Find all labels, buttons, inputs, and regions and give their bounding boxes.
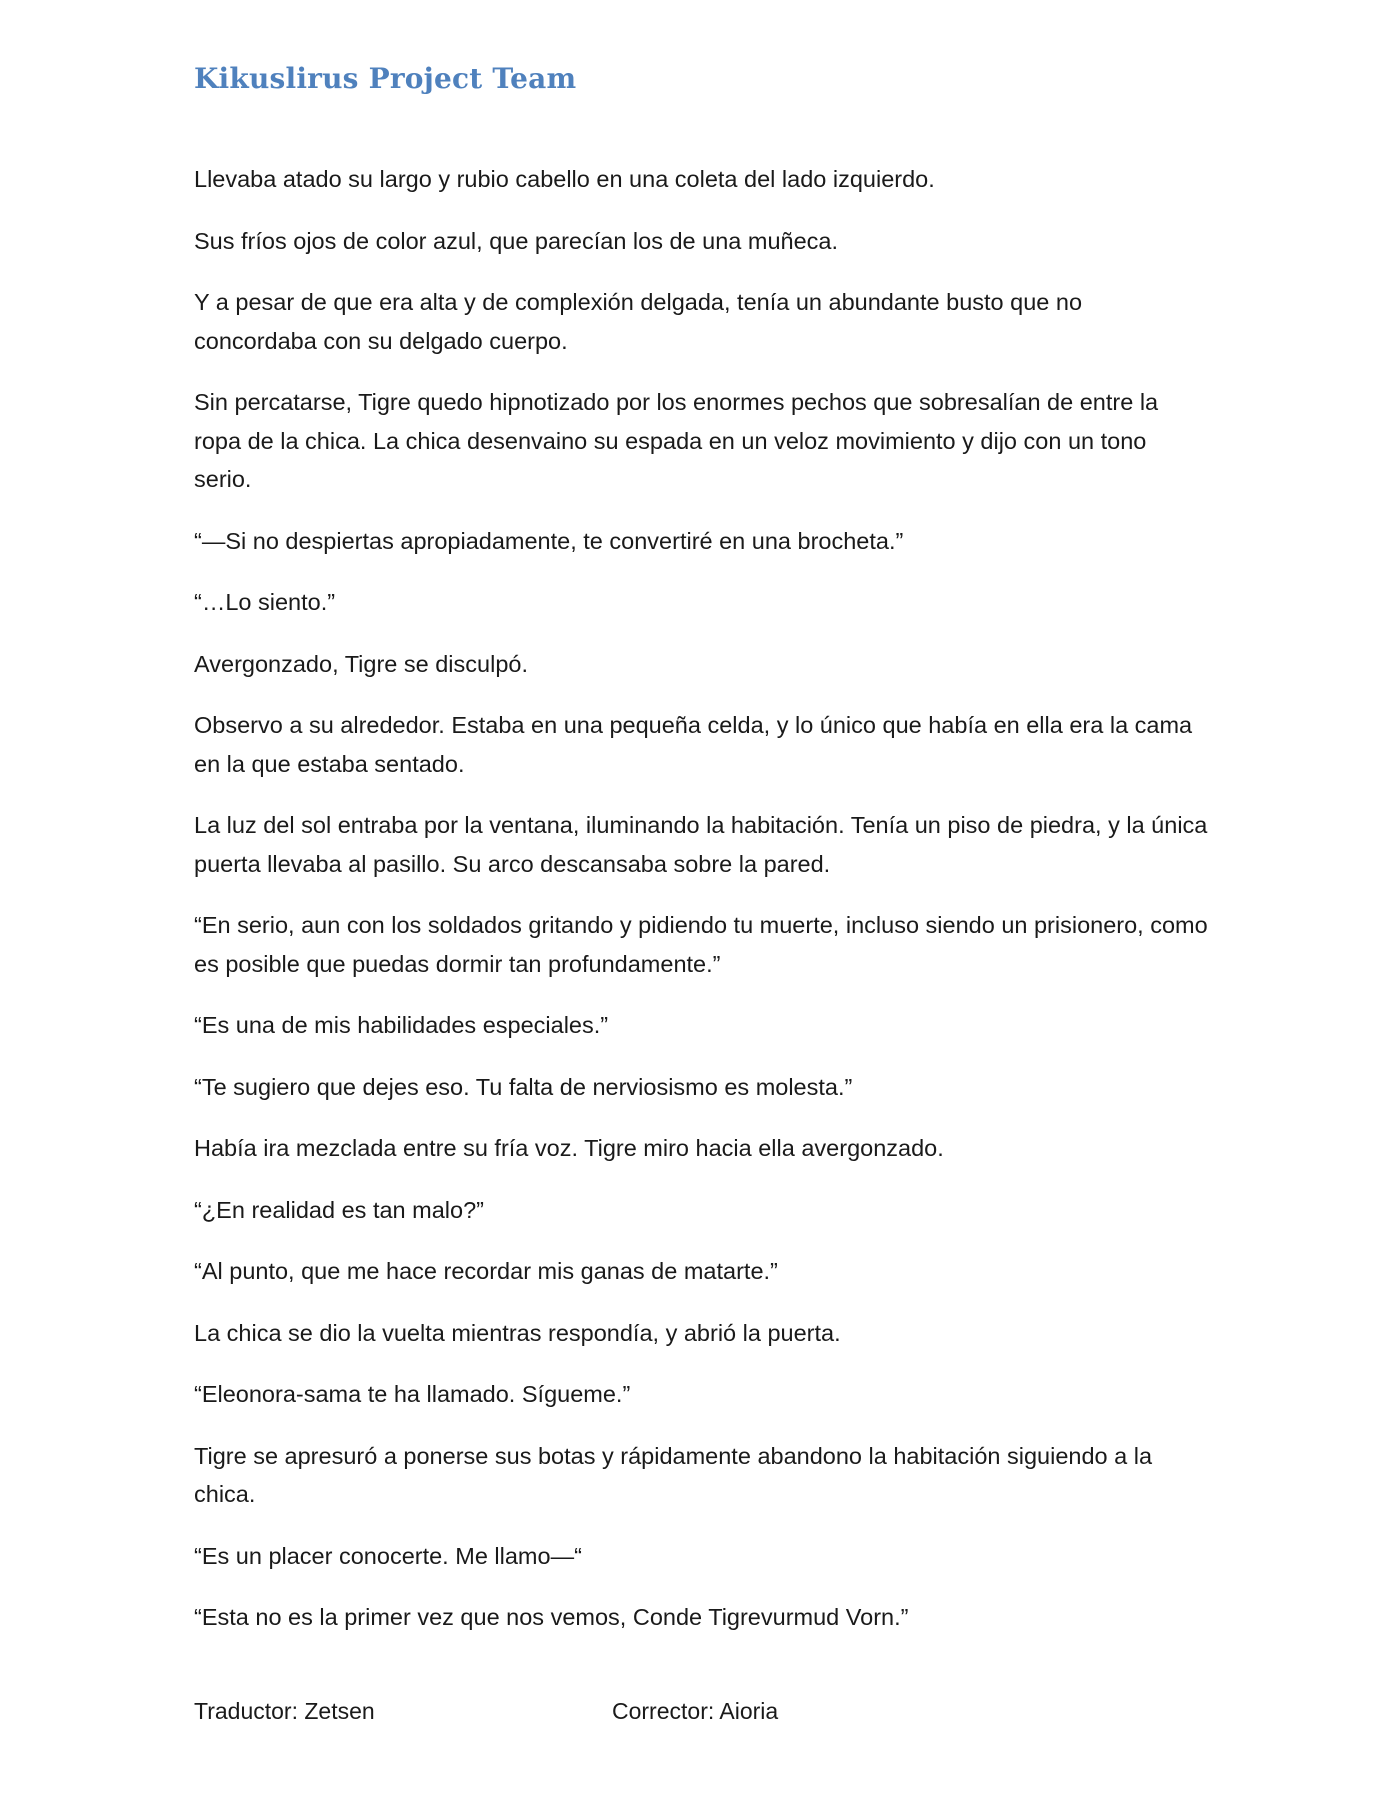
paragraph: “¿En realidad es tan malo?” xyxy=(194,1196,484,1223)
paragraph: Sin percatarse, Tigre quedo hipnotizado por los enormes pechos que sobresalían de entre la ropa de la chica. La chica desenvaino su espada en un veloz movimiento y dijo con un tono serio. xyxy=(194,389,1159,492)
paragraph: Sus fríos ojos de color azul, que parecían los de una muñeca. xyxy=(194,227,839,254)
paragraph: “Al punto, que me hace recordar mis ganas de matarte.” xyxy=(194,1258,778,1284)
paragraph: “Esta no es la primer vez que nos vemos, Conde Tigrevurmud Vorn.” xyxy=(194,1604,909,1630)
corrector-credit: Corrector: Aioria xyxy=(612,1698,779,1724)
paragraph: Había ira mezclada entre su fría voz. Tigre miro hacia ella avergonzado. xyxy=(194,1135,944,1161)
footer xyxy=(194,1698,1210,1730)
paragraph: “En serio, aun con los soldados gritando y pidiendo tu muerte, incluso siendo un prisionero, como es posible que puedas dormir tan profundamente.” xyxy=(194,912,1208,977)
paragraph: La chica se dio la vuelta mientras respondía, y abrió la puerta. xyxy=(194,1319,841,1346)
paragraph: La luz del sol entraba por la ventana, iluminando la habitación. Tenía un piso de piedra, y la única puerta llevaba al pasillo. Su arco descansaba sobre la pared. xyxy=(194,812,1208,877)
paragraph: Avergonzado, Tigre se disculpó. xyxy=(194,650,528,677)
paragraph: “…Lo siento.” xyxy=(194,589,336,615)
paragraph: Observo a su alrededor. Estaba en una pequeña celda, y lo único que había en ella era la cama en la que estaba sentado. xyxy=(194,712,1193,777)
paragraph: “Es una de mis habilidades especiales.” xyxy=(194,1012,609,1038)
paragraph: Llevaba atado su largo y rubio cabello en una coleta del lado izquierdo. xyxy=(194,166,935,192)
body-text xyxy=(194,160,1210,1660)
paragraph: Tigre se apresuró a ponerse sus botas y rápidamente abandono la habitación siguiendo a la chica. xyxy=(194,1442,1153,1507)
header-title: Kikuslirus Project Team xyxy=(194,62,577,95)
paragraph: “Te sugiero que dejes eso. Tu falta de nerviosismo es molesta.” xyxy=(194,1073,853,1100)
paragraph: Y a pesar de que era alta y de complexión delgada, tenía un abundante busto que no concordaba con su delgado cuerpo. xyxy=(194,289,1083,354)
paragraph: “Eleonora-sama te ha llamado. Sígueme.” xyxy=(194,1381,631,1407)
paragraph: “Es un placer conocerte. Me llamo—“ xyxy=(194,1542,582,1569)
translator-credit: Traductor: Zetsen xyxy=(194,1698,375,1724)
paragraph: “—Si no despiertas apropiadamente, te convertiré en una brocheta.” xyxy=(194,527,904,554)
